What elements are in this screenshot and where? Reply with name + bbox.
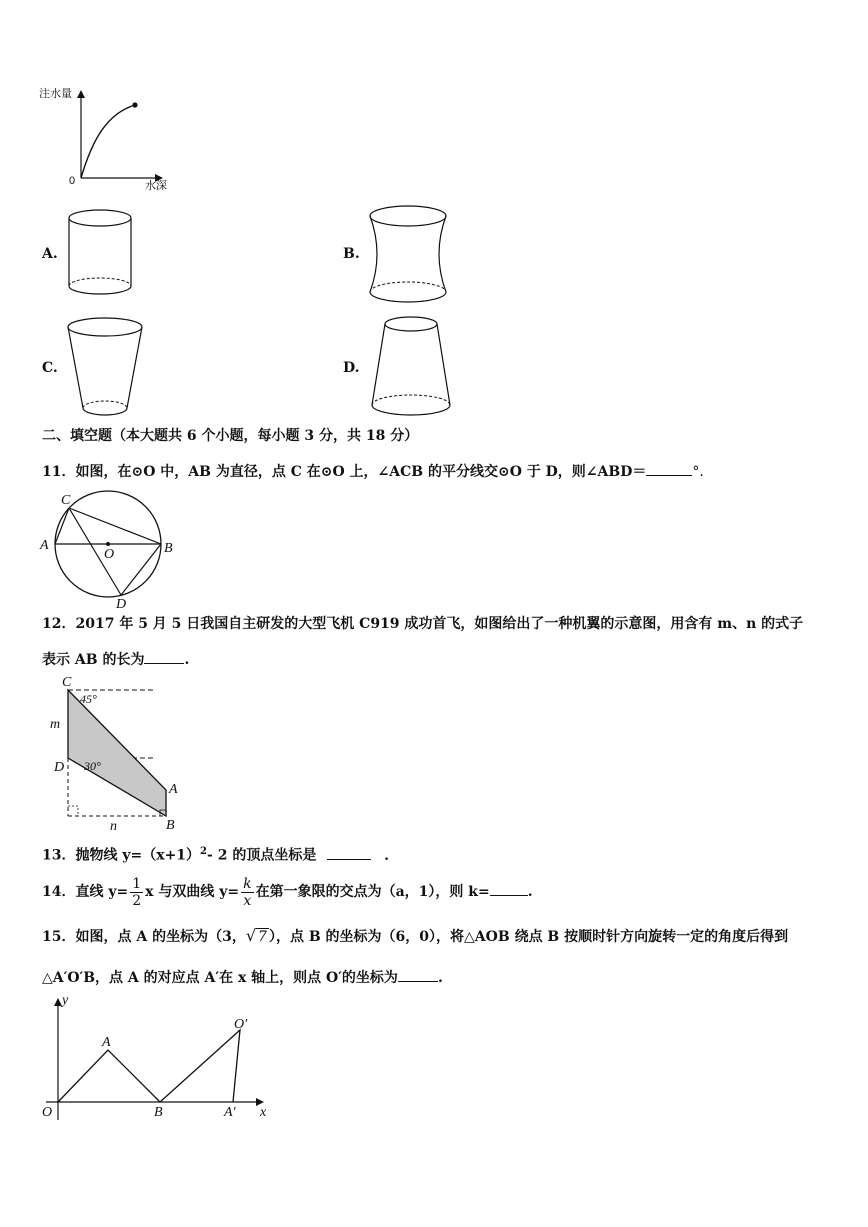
q12-label-n: n [110,819,117,834]
q12-label-c: C [62,675,72,690]
q15-label-b: B [154,1105,163,1120]
option-a-cylinder [66,206,134,302]
q12-label-b: B [166,818,175,833]
q11-label-b: B [164,541,173,556]
sqrt-symbol: √ [245,926,257,945]
q15-label-x: x [260,1105,267,1120]
option-c-letter: C. [42,360,58,376]
q15-answer-blank[interactable] [398,966,438,982]
q11-text [42,460,704,482]
option-d-letter: D. [343,360,360,376]
q15-label-a-prime: A′ [224,1105,236,1120]
option-b-concave [366,202,450,306]
q13-text: 13．抛物线 $y=(x+1)^2-$ 2 的顶点坐标是 . [42,842,389,866]
graph-origin: 0 [69,175,76,187]
wing-shape [68,690,166,816]
graph-curve [81,105,135,178]
q15-label-y: y [62,993,69,1008]
q15-label-o: O [42,1105,53,1120]
q12-angle-45: 45° [80,692,97,706]
q13-answer-blank[interactable] [327,844,371,860]
graph-y-label: 注水量 [39,88,72,100]
triangle-a-prime-o-prime-b [160,1030,240,1102]
q11-label-a: A [40,538,49,553]
option-d-frustum [368,313,454,421]
q12-stem: 表示 AB 的长为 [42,652,145,668]
option-a-letter: A. [42,246,58,262]
q15-line2: △A′O′B，点 A 的对应点 A′在 x 轴上，则点 O′的坐标为 . [42,966,443,988]
option-b-letter: B. [343,246,360,262]
q11-unit: °. [692,464,704,480]
q12-label-m: m [50,717,61,732]
q15-label-o-prime: O′ [234,1017,248,1032]
q14-fraction-k-over-x: $\frac{k}{x}$ [243,875,252,909]
q12-label-a: A [169,782,178,797]
q15-coordinate-figure [38,988,278,1126]
q11-label-c: C [61,493,71,508]
sqrt-value: 7 [258,929,267,945]
graph-x-label: 水深 [145,180,167,192]
q14-text: 14．直线 y= $\frac{1}{2}$ x 与双曲线 y= $\frac{k}{x}$ 在第一象限的交点为（a，1），则 k= . [42,875,533,909]
option-c-cup [64,314,146,420]
q11-label-o: O [104,547,115,562]
q12-line1: 12．2017 年 5 月 5 日我国自主研发的大型飞机 C919 成功首飞，如图给出了一种机翼的示意图，用含有 m、n 的式子 [42,616,804,632]
q12-angle-30: 30° [84,759,101,773]
q12-wing-figure [38,672,188,832]
q15-label-a: A [102,1035,111,1050]
q11-circle-figure [36,488,182,612]
water-depth-graph [35,84,175,196]
q12-line2: 表示 AB 的长为 . [42,648,189,670]
q15-line1: 15．如图，点 A 的坐标为（3，√ 7 ），点 B 的坐标为（6，0），将△AOB 绕点 B 按顺时针方向旋转一定的角度后得到 [42,926,789,945]
q11-stem: 11．如图，在⊙O 中，AB 为直径，点 C 在⊙O 上，∠ACB 的平分线交⊙O 于 D，则∠ABD＝ [42,464,647,480]
q13-superscript: 2 [200,846,208,857]
q14-answer-blank[interactable] [490,880,528,896]
triangle-aob [58,1050,160,1102]
q11-label-d: D [116,597,127,612]
section-title: 二、填空题（本大题共 6 个小题，每小题 3 分，共 18 分） [42,428,419,444]
graph-endpoint [132,102,137,107]
q11-answer-blank[interactable] [646,460,692,476]
q12-answer-blank[interactable] [144,648,184,664]
q12-label-d: D [54,760,65,775]
q14-fraction-half: $\frac{1}{2}$ [132,875,142,909]
